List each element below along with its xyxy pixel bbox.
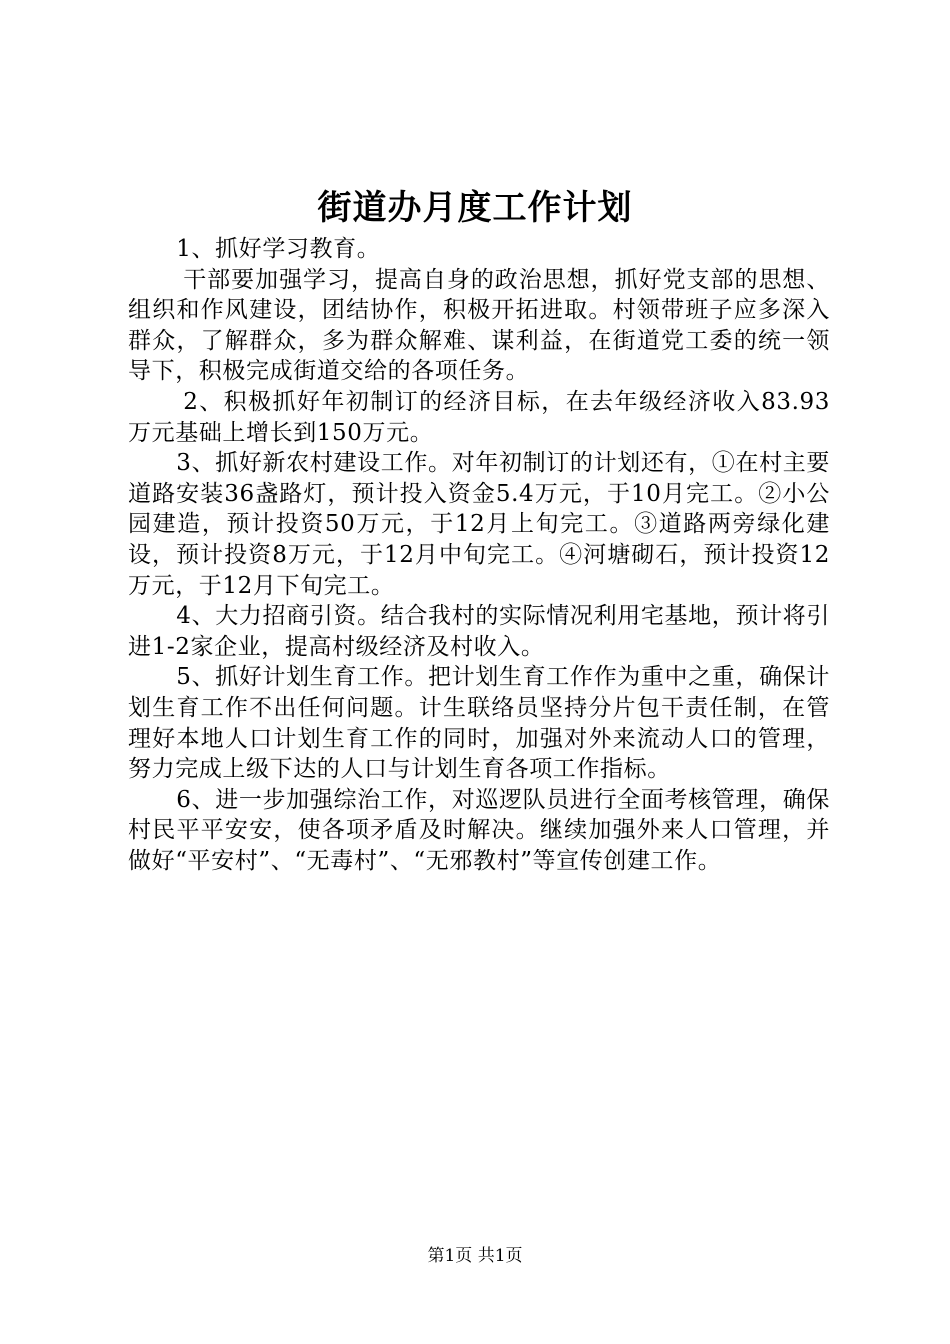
paragraph-3: 2、积极抓好年初制订的经济目标，在去年级经济收入83.93万元基础上增长到150万元。: [128, 388, 830, 446]
paragraph-1: 1、抓好学习教育。: [176, 236, 381, 262]
document-title: 街道办月度工作计划: [317, 188, 633, 228]
paragraph-2: 干部要加强学习，提高自身的政治思想，抓好党支部的思想、组织和作风建设，团结协作，积极开拓进取。村领带班子应多深入群众，了解群众，多为群众解难、谋利益，在街道党工委的统一领导下，积极完成街道交给的各项任务。: [128, 266, 830, 385]
document-body: [128, 234, 830, 876]
page-footer: 第1页 共1页: [427, 1246, 523, 1266]
paragraph-7: 6、进一步加强综治工作，对巡逻队员进行全面考核管理，确保村民平平安安，使各项矛盾及时解决。继续加强外来人口管理，并做好“平安村”、“无毒村”、“无邪教村”等宣传创建工作。: [128, 786, 830, 874]
paragraph-6: 5、抓好计划生育工作。把计划生育工作作为重中之重，确保计划生育工作不出任何问题。计生联络员坚持分片包干责任制，在管理好本地人口计划生育工作的同时，加强对外来流动人口的管理，努力完成上级下达的人口与计划生育各项工作指标。: [128, 664, 830, 783]
paragraph-5: 4、大力招商引资。结合我村的实际情况利用宅基地，预计将引进1-2家企业，提高村级经济及村收入。: [128, 603, 830, 660]
paragraph-4: 3、抓好新农村建设工作。对年初制订的计划还有，①在村主要道路安装36盏路灯，预计投入资金5.4万元，于10月完工。②小公园建造，预计投资50万元，于12月上旬完工。③道路两旁绿化建设，预计投资8万元，于12月中旬完工。④河塘砌石，预计投资12万元，于12月下旬完工。: [128, 450, 830, 599]
